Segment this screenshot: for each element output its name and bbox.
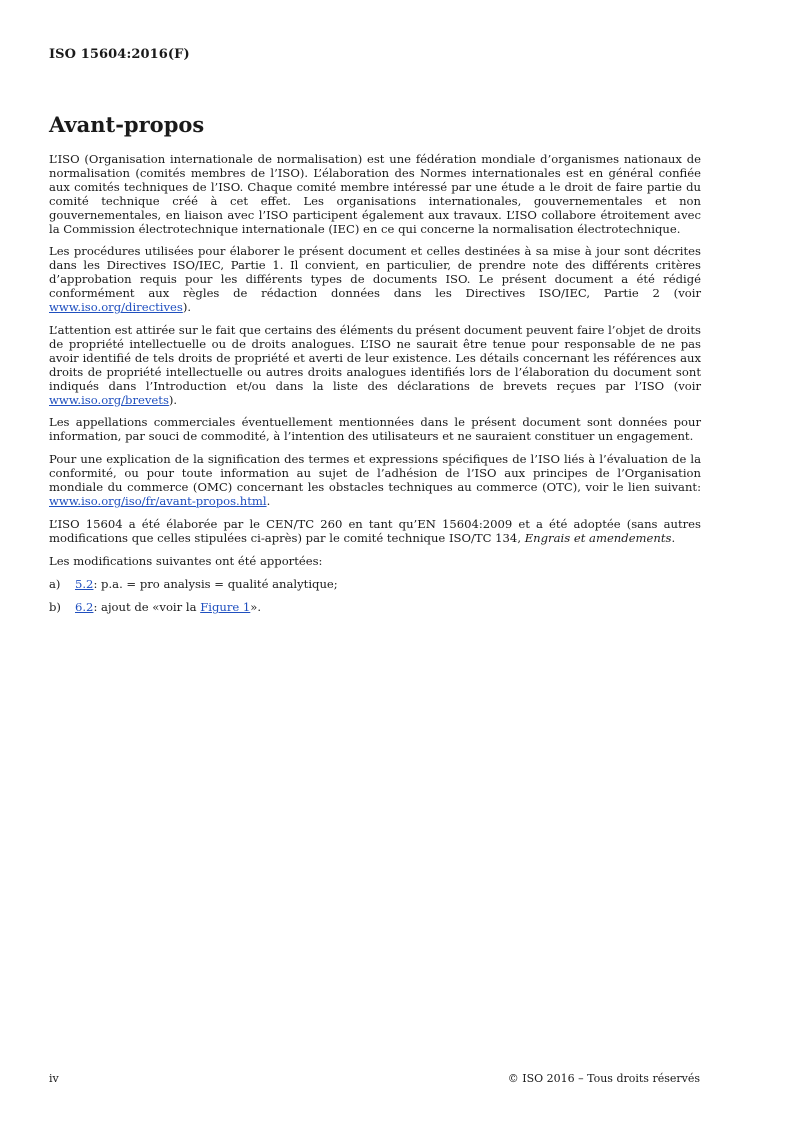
copyright-notice: © ISO 2016 – Tous droits réservés bbox=[507, 1072, 700, 1085]
list-marker: b) bbox=[49, 600, 61, 615]
document-id-header: ISO 15604:2016(F) bbox=[49, 47, 190, 62]
list-item-text bbox=[75, 601, 261, 615]
list-marker: a) bbox=[49, 576, 61, 591]
paragraph-patents bbox=[49, 324, 701, 407]
list-item-text bbox=[75, 578, 338, 592]
paragraph-text: ). bbox=[168, 392, 178, 407]
foreword-body bbox=[49, 153, 701, 625]
list-item-content: : p.a. = pro analysis = qualité analytique; bbox=[93, 576, 338, 591]
paragraph-text: Les procédures utilisées pour élaborer le présent document et celles destinées à sa mise à jour sont décrites dans les Directives ISO/IEC, Partie 1. Il convient, en particulier, de prendre note des différents critères d’approbation requis pour les différents types de documents ISO. Le présent document a été rédigé conformément aux règles de rédaction données dans les Directives ISO/IEC, Partie 2 (voir bbox=[49, 244, 701, 301]
paragraph-procedures bbox=[49, 245, 701, 315]
paragraph-text: ). bbox=[182, 300, 192, 315]
page-title: Avant-propos bbox=[49, 112, 205, 137]
link-avant-propos[interactable]: www.iso.org/iso/fr/avant-propos.html bbox=[49, 493, 267, 508]
list-item-b bbox=[49, 601, 701, 615]
paragraph-text: . bbox=[671, 530, 676, 545]
link-clause-6-2[interactable]: 6.2 bbox=[75, 600, 94, 615]
list-item-content: : ajout de «voir la bbox=[93, 600, 201, 615]
page-number: iv bbox=[49, 1072, 59, 1085]
list-item-a bbox=[49, 578, 701, 592]
link-brevets[interactable]: www.iso.org/brevets bbox=[49, 392, 169, 407]
paragraph-trade-names: Les appellations commerciales éventuellement mentionnées dans le présent document sont données pour information, par souci de commodité, à l’intention des utilisateurs et ne sauraient constituer un engagement. bbox=[49, 415, 701, 444]
paragraph-text: . bbox=[266, 493, 271, 508]
paragraph-text: L’attention est attirée sur le fait que certains des éléments du présent document peuvent faire l’objet de droits de propriété intellectuelle ou de droits analogues. L’ISO ne saurait être tenue pour responsable de ne pas avoir identifié de tels droits de propriété et averti de leur existence. Les détails concernant les références aux droits de propriété intellectuelle ou autres droits analogues identifiés lors de l’élaboration du document sont indiqués dans l’Introduction et/ou dans la liste des déclarations de brevets reçues par l’ISO (voir bbox=[49, 322, 701, 393]
paragraph-text: Pour une explication de la signification des termes et expressions spécifiques de l’ISO liés à l’évaluation de la conformité, ou pour toute information au sujet de l’adhésion de l’ISO aux principes de l’Organisation mondiale du commerce (OMC) concernant les obstacles techniques au commerce (OTC), voir le lien suivant: bbox=[49, 452, 701, 495]
list-item-content: ». bbox=[250, 600, 262, 615]
committee-title: Engrais et amendements bbox=[524, 530, 672, 545]
paragraph-iso-intro: L’ISO (Organisation internationale de normalisation) est une fédération mondiale d’organismes nationaux de normalisation (comités membres de l’ISO). L’élaboration des Normes internationales est en général confiée aux comités techniques de l’ISO. Chaque comité membre intéressé par une étude a le droit de faire partie du comité technique créé à cet effet. Les organisations internationales, gouvernementales et non gouvernementales, en liaison avec l’ISO participent également aux travaux. L’ISO collabore étroitement avec la Commission électrotechnique internationale (IEC) en ce qui concerne la normalisation électrotechnique. bbox=[49, 152, 701, 236]
paragraph-conformity bbox=[49, 453, 701, 509]
link-directives[interactable]: www.iso.org/directives bbox=[49, 300, 183, 315]
paragraph-committee bbox=[49, 518, 701, 546]
paragraph-modifications-intro: Les modifications suivantes ont été apportées: bbox=[49, 553, 323, 568]
paragraph-text: L’ISO 15604 a été élaborée par le CEN/TC 260 en tant qu’EN 15604:2009 et a été adoptée (sans autres modifications que celles stipulées ci-après) par le comité technique ISO/TC 134, bbox=[49, 516, 701, 545]
link-figure-1[interactable]: Figure 1 bbox=[200, 600, 251, 615]
link-clause-5-2[interactable]: 5.2 bbox=[75, 576, 94, 591]
